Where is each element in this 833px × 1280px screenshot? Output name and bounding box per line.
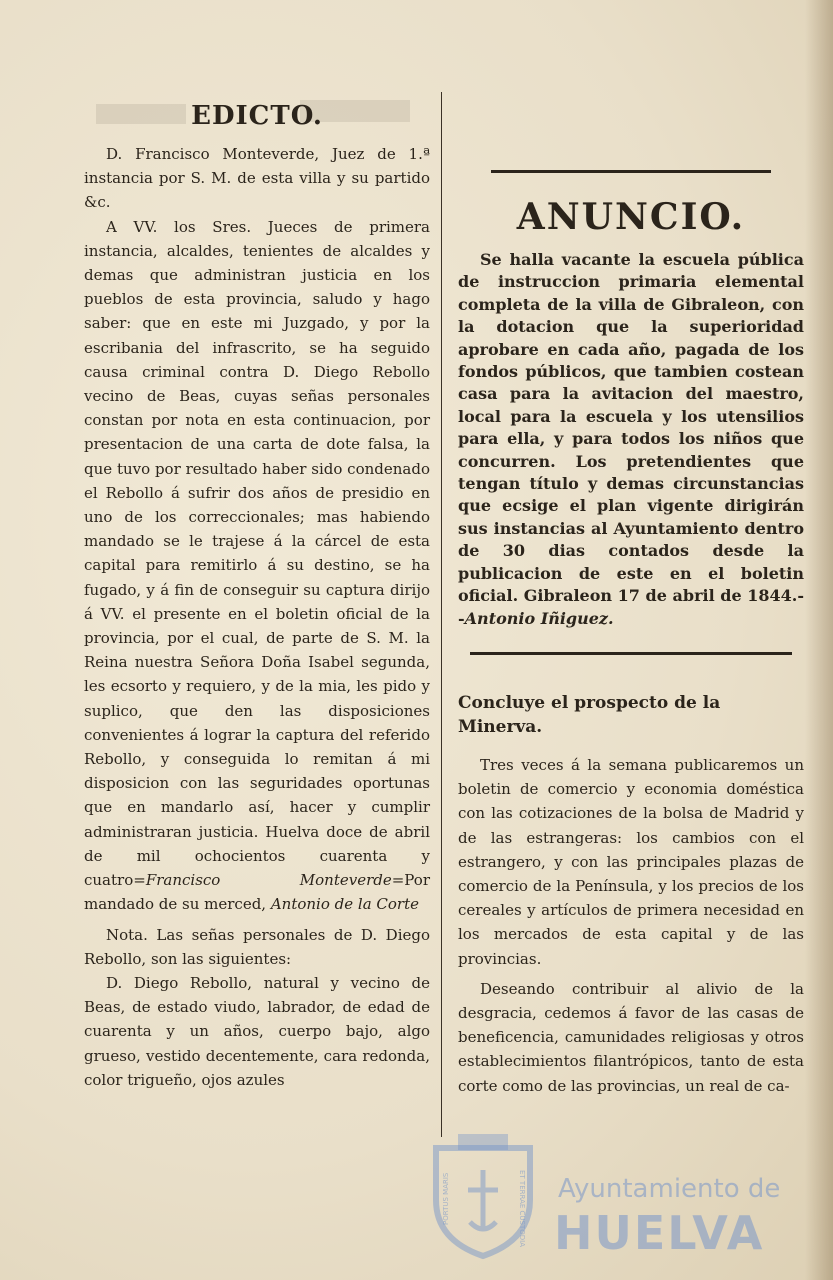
right-column [458, 92, 804, 1098]
shield-icon [428, 1130, 538, 1260]
huelva-watermark [428, 1130, 781, 1270]
edicto-description: D. Diego Rebollo, natural y vecino de Beas, de estado viudo, labrador, de edad de cuarenta y un años, cuerpo bajo, algo grueso, vestido decentemente, cara redonda, color trigueño, ojos azules [84, 973, 430, 1089]
minerva-paragraph-2: Deseando contribuir al alivio de la desgracia, cedemos á favor de las casas de beneficencia, camunidades religiosas y otros establecimientos filantrópicos, tanto de esta corte como de las provincias, un real de ca- [458, 979, 804, 1095]
edicto-title: EDICTO. [191, 101, 323, 131]
anuncio-title: ANUNCIO. [516, 196, 746, 238]
column-divider [441, 92, 442, 1137]
edicto-body-text: A VV. los Sres. Jueces de primera instancia, alcaldes, tenientes de alcaldes y demas que administran justicia en los pueblos de esta provincia, saludo y hago saber: que en este mi Juzgado, y por la escribania del infrascrito, se ha seguido causa criminal contra D. Diego Rebollo vecino de Beas, cuyas señas personales constan por nota en esta continuacion, por presentacion de una carta de dote falsa, la que tuvo por resultado haber sido condenado el Rebollo á sufrir dos años de presidio en uno de los correccionales; mas habiendo mandado se le trajese á la cárcel de esta capital para remitirlo á su destino, se ha fugado, y á fin de conseguir su captura dirijo á VV. el presente en el boletin oficial de la provincia, por el cual, de parte de S. M. la Reina nuestra Señora Doña Isabel segunda, les ecsorto y requiero, y de la mia, les pido y suplico, que den las disposiciones convenientes á lograr la captura del referido Rebollo, y conseguida lo remitan á mi disposicion con las seguridades oportunas que en mandarlo así, hacer y cumplir administraran justicia. Huelva doce de abril de mil ochocientos cuarenta y cuatro= [84, 217, 430, 890]
continuation-spacer [458, 92, 804, 170]
minerva-heading: Concluye el prospecto de la Minerva. [458, 692, 721, 737]
minerva-paragraph-1: Tres veces á la semana publicaremos un boletin de comercio y economia doméstica con las cotizaciones de la bolsa de Madrid y de las estrangeras: los cambios con el estrangero, y con las principales plazas de comercio de la Península, y los precios de los cereales y artículos de primera necesidad en los mercados de esta capital y de las provincias. [458, 755, 804, 968]
anuncio-body [458, 249, 804, 630]
watermark-line-1: Ayuntamiento de [558, 1174, 781, 1204]
edicto-note: Nota. Las señas personales de D. Diego Rebollo, son las siguientes: [84, 925, 430, 968]
watermark-line-2: HUELVA [554, 1206, 765, 1260]
edicto-signature-clerk: Antonio de la Corte [270, 895, 419, 914]
anuncio-body-text: Se halla vacante la escuela pública de instruccion primaria elemental completa de la villa de Gibraleon, con la dotacion que la superioridad aprobare en cada año, pagada de los fondos públicos, que tambien costean casa para la avitacion del maestro, local para la escuela y los utensilios para ella, y para todos los niños que concurren. Los pretendientes que tengan título y demas circunstancias que ecsige el plan vigente dirigirán sus instancias al Ayuntamiento dentro de 30 dias contados desde la publicacion de este en el boletin oficial. Gibraleon 17 de abril de 1844.-- [458, 250, 804, 628]
shield-motto-right: ET TERRAE CUSTODIA [518, 1170, 526, 1247]
edicto-intro: D. Francisco Monteverde, Juez de 1.ª instancia por S. M. de esta villa y su partido &c. [84, 145, 430, 212]
left-column [84, 100, 430, 1092]
anuncio-signature: Antonio Iñiguez. [464, 608, 614, 628]
edicto-body-mid: =Por mandado de su merced, [84, 871, 430, 914]
page-edge-shadow [805, 0, 833, 1280]
edicto-body [84, 215, 430, 917]
edicto-signature-judge: Francisco Monteverde [145, 871, 392, 890]
shield-motto-left: PORTUS MARIS [442, 1172, 450, 1225]
